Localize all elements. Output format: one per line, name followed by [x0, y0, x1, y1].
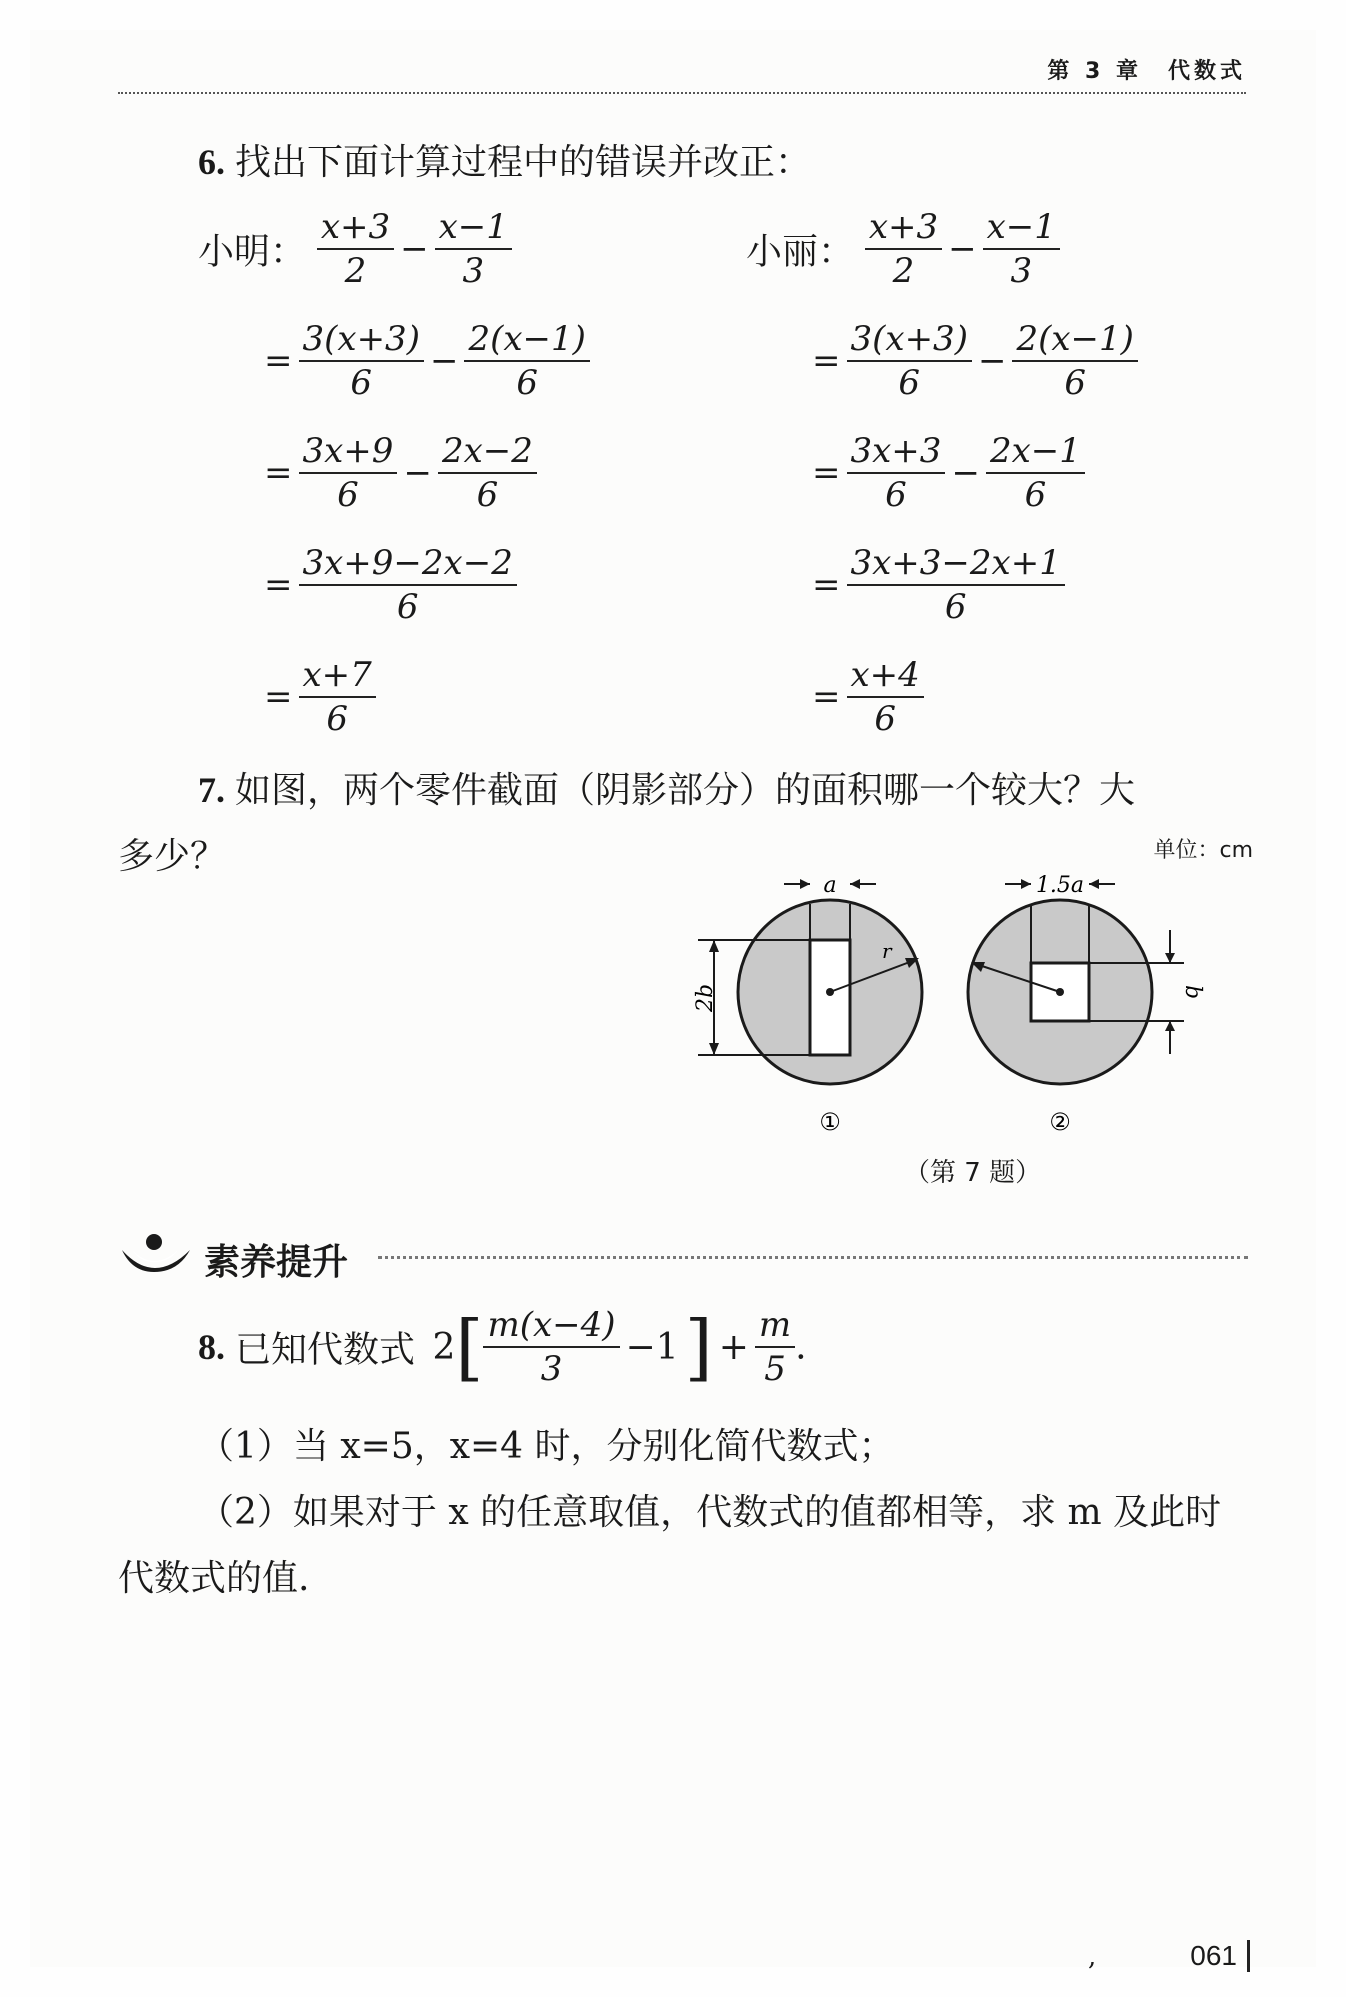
numerator: 3(x+3): [847, 318, 972, 362]
denominator: 6: [874, 699, 896, 739]
fraction: [755, 1304, 795, 1390]
arrowhead: [709, 940, 719, 952]
numerator: x+3: [865, 206, 942, 250]
q8-prompt: 8. 已知代数式 2[ $\frac{m(x-4)}{3}$ −1] + $\frac{m}{5}$ .: [198, 1305, 807, 1389]
arrowhead: [850, 879, 860, 889]
q7-number: 7.: [198, 770, 225, 810]
figure-caption: （第 7 题）: [904, 1158, 1042, 1188]
running-header: [118, 52, 1246, 94]
numerator: 3(x+3): [299, 318, 424, 362]
xiaoming-step1: = $\frac{3(x+3)}{6}$ − $\frac{2(x-1)}{6}$: [258, 318, 590, 404]
denominator: 6: [898, 363, 921, 403]
rect-hole-1: [810, 940, 850, 1055]
fraction: [435, 206, 512, 292]
arrowhead: [709, 1043, 719, 1055]
stray-mark: ,: [1088, 1942, 1097, 1972]
fraction: [847, 542, 1065, 628]
xiaoming-name: 小明：: [198, 231, 307, 273]
label-r: r: [882, 939, 892, 963]
xiaoli-name: 小丽：: [746, 231, 855, 273]
numerator: x+7: [299, 654, 376, 698]
arrowhead: [1165, 953, 1175, 963]
denominator: 6: [944, 587, 967, 627]
header-text: [1021, 54, 1246, 85]
label-figure-1: ①: [819, 1108, 841, 1136]
denominator: 3: [540, 1349, 563, 1389]
numerator: 2x−1: [986, 430, 1085, 474]
arrowhead: [1021, 879, 1031, 889]
arrowhead: [800, 879, 810, 889]
fraction: [847, 318, 972, 404]
denominator: 6: [337, 475, 359, 515]
denominator: 3: [462, 251, 485, 291]
numerator: 3x+9: [299, 430, 398, 474]
xiaoli-step1: = $\frac{3(x+3)}{6}$ − $\frac{2(x-1)}{6}$: [806, 318, 1138, 404]
denominator: 6: [350, 363, 373, 403]
q7-prompt: [198, 762, 1135, 813]
section-swoosh-icon: [118, 1228, 194, 1284]
fraction: [865, 206, 942, 292]
header-chapter: 第 3 章: [1047, 59, 1142, 84]
xiaoming-step4: = $\frac{x+7}{6}$: [258, 654, 376, 740]
xiaoli-start: 小丽： $\frac{x+3}{2}$ − $\frac{x-1}{3}$: [746, 206, 1060, 292]
figure-1: [693, 873, 922, 1136]
fraction: [299, 430, 398, 516]
denominator: 3: [1010, 251, 1033, 291]
denominator: 6: [326, 699, 348, 739]
fraction: [847, 654, 924, 740]
denominator: 2: [344, 251, 367, 291]
arrowhead: [1089, 879, 1099, 889]
numerator: 3x+3−2x+1: [847, 542, 1065, 586]
q8-minus: −1: [625, 1326, 679, 1368]
fraction: [847, 430, 946, 516]
denominator: 6: [516, 363, 539, 403]
numerator: x+3: [317, 206, 394, 250]
numerator: 2(x−1): [464, 318, 589, 362]
fraction: [438, 430, 537, 516]
q6-prompt-text: 找出下面计算过程中的错误并改正：: [235, 142, 812, 183]
q6-prompt: [198, 134, 811, 185]
fraction: [299, 318, 424, 404]
xiaoli-step3: = $\frac{3x+3-2x+1}{6}$: [806, 542, 1065, 628]
xiaoli-step4: = $\frac{x+4}{6}$: [806, 654, 924, 740]
q8-coef: 2: [432, 1326, 456, 1368]
q8-plus: +: [718, 1326, 749, 1368]
denominator: 6: [885, 475, 907, 515]
numerator: 3x+3: [847, 430, 946, 474]
xiaoming-step2: = $\frac{3x+9}{6}$ − $\frac{2x-2}{6}$: [258, 430, 537, 516]
fraction: [1012, 318, 1137, 404]
fraction: [299, 542, 517, 628]
numerator: 2(x−1): [1012, 318, 1137, 362]
fraction: [464, 318, 589, 404]
q8-end: .: [795, 1326, 807, 1368]
denominator: 5: [764, 1349, 786, 1389]
label-1-5a: 1.5a: [1035, 873, 1085, 898]
section-header: [118, 1228, 1248, 1284]
arrowhead: [1165, 1021, 1175, 1031]
label-a: a: [823, 873, 837, 898]
fraction: [986, 430, 1085, 516]
q6-number: 6.: [198, 142, 225, 182]
denominator: 6: [1064, 363, 1087, 403]
xiaoli-step2: = $\frac{3x+3}{6}$ − $\frac{2x-1}{6}$: [806, 430, 1085, 516]
q8-prompt-text: 已知代数式: [235, 1329, 416, 1371]
section-divider: [378, 1256, 1248, 1259]
numerator: m: [755, 1304, 795, 1348]
denominator: 6: [1024, 475, 1047, 515]
q8-part2-line2: 代数式的值.: [118, 1558, 310, 1599]
label-figure-2: ②: [1049, 1108, 1071, 1136]
numerator: 2x−2: [438, 430, 537, 474]
denominator: 6: [396, 587, 419, 627]
header-title: 代数式: [1167, 59, 1246, 84]
numerator: x−1: [983, 206, 1060, 250]
q8-number: 8.: [198, 1327, 225, 1367]
label-b: b: [1180, 984, 1205, 1000]
unit-label: 单位：cm: [1153, 838, 1253, 863]
numerator: 3x+9−2x−2: [299, 542, 517, 586]
xiaoming-start: 小明： $\frac{x+3}{2}$ − $\frac{x-1}{3}$: [198, 206, 512, 292]
fraction: [483, 1304, 619, 1390]
denominator: 2: [892, 251, 915, 291]
q7-figure: [690, 860, 1250, 1140]
fraction: [299, 654, 376, 740]
label-2b: 2b: [693, 983, 718, 1013]
q7-prompt-line1: 如图，两个零件截面（阴影部分）的面积哪一个较大？大: [235, 770, 1136, 811]
figure-2: [968, 873, 1205, 1136]
xiaoming-step3: = $\frac{3x+9-2x-2}{6}$: [258, 542, 517, 628]
section-title: 素养提升: [204, 1242, 349, 1283]
numerator: x+4: [847, 654, 924, 698]
numerator: x−1: [435, 206, 512, 250]
numerator: m(x−4): [483, 1304, 619, 1348]
denominator: 6: [476, 475, 499, 515]
page-number: 061: [1190, 1940, 1250, 1972]
q7-prompt-line2: 多少？: [118, 836, 227, 877]
fraction: [983, 206, 1060, 292]
q8-part2-line1: （2）如果对于 x 的任意取值，代数式的值都相等，求 m 及此时: [198, 1492, 1222, 1533]
fraction: [317, 206, 394, 292]
q8-part1: （1）当 x=5，x=4 时，分别化简代数式；: [198, 1426, 895, 1467]
